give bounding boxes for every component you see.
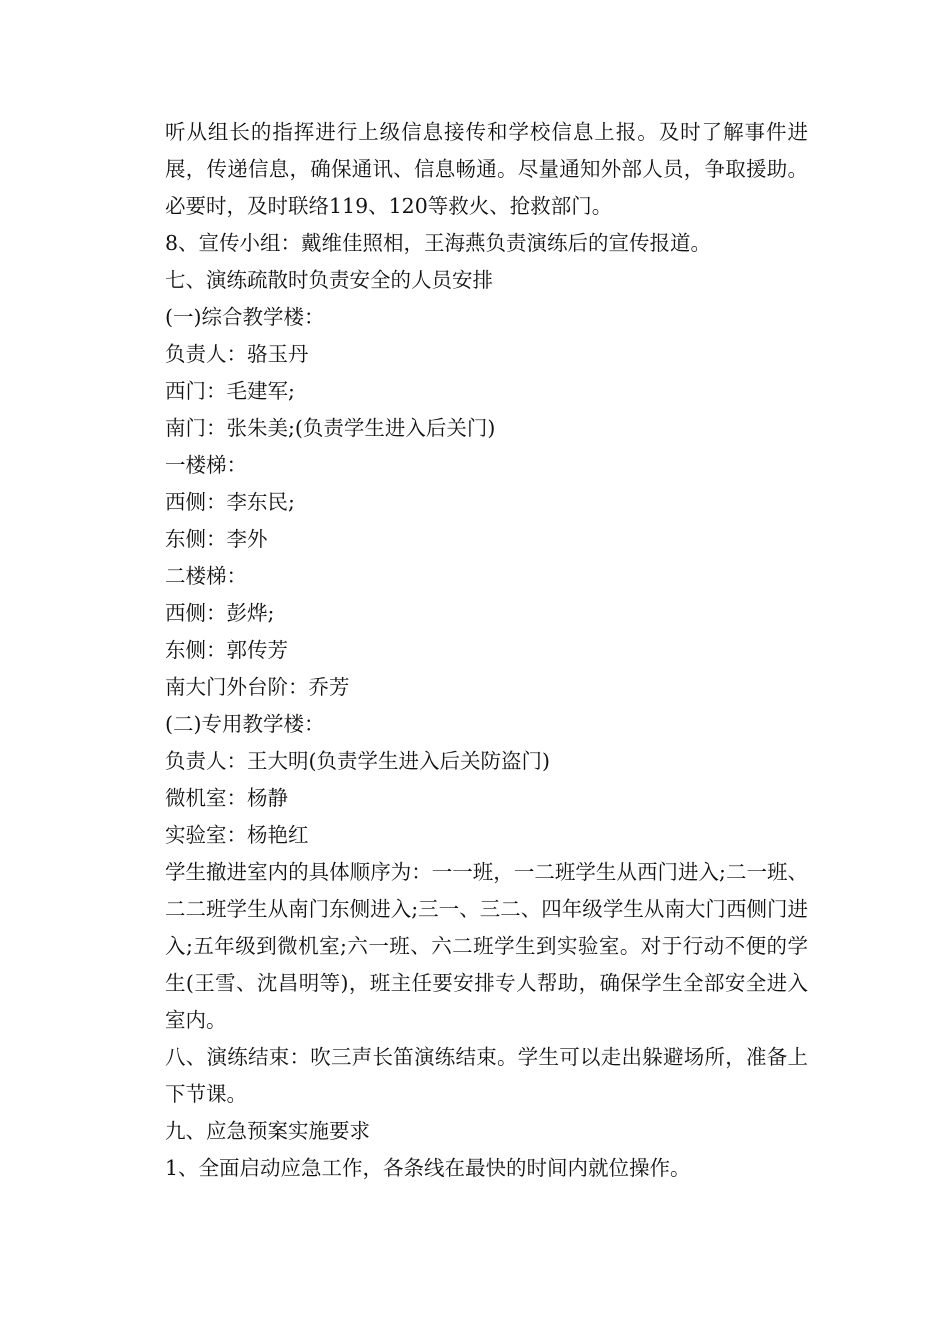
list-item: 西门：毛建军;	[165, 379, 295, 403]
list-item: 实验室：杨艳红	[165, 823, 309, 847]
list-item: 西侧：李东民;	[165, 490, 295, 514]
paragraph-publicity-group: 8、宣传小组：戴维佳照相，王海燕负责演练后的宣传报道。	[165, 231, 712, 255]
section-heading-safety-staff: 七、演练疏散时负责安全的人员安排	[165, 268, 493, 292]
list-item: 负责人：骆玉丹	[165, 342, 309, 366]
paragraph-drill-end: 八、演练结束：吹三声长笛演练结束。学生可以走出躲避场所，准备上下节课。	[165, 1045, 808, 1106]
section-heading-emergency-requirements: 九、应急预案实施要求	[165, 1119, 370, 1143]
document-body	[144, 114, 808, 1187]
paragraph-evacuation-order: 学生撤进室内的具体顺序为：一一班，一二班学生从西门进入;二一班、二二班学生从南门东侧进入;三一、三二、四年级学生从南大门西侧门进入;五年级到微机室;六一班、六二班学生到实验室。对于行动不便的学生(王雪、沈昌明等)，班主任要安排专人帮助，确保学生全部安全进入室内。	[165, 860, 808, 1032]
list-item: 负责人：王大明(负责学生进入后关防盗门)	[165, 749, 550, 773]
subheading-main-building: (一)综合教学楼：	[165, 305, 325, 329]
paragraph-requirement-1: 1、全面启动应急工作，各条线在最快的时间内就位操作。	[165, 1156, 691, 1180]
list-item: 南门：张朱美;(负责学生进入后关门)	[165, 416, 496, 440]
list-item: 东侧：郭传芳	[165, 638, 288, 662]
list-item: 微机室：杨静	[165, 786, 288, 810]
list-item: 西侧：彭烨;	[165, 601, 275, 625]
list-item: 南大门外台阶：乔芳	[165, 675, 350, 699]
list-item: 东侧：李外	[165, 527, 268, 551]
list-item: 一楼梯：	[165, 453, 247, 477]
subheading-special-building: (二)专用教学楼：	[165, 712, 325, 736]
list-item: 二楼梯：	[165, 564, 247, 588]
paragraph-communication-duty: 听从组长的指挥进行上级信息接传和学校信息上报。及时了解事件进展，传递信息，确保通讯、信息畅通。尽量通知外部人员，争取援助。必要时，及时联络119、120等救火、抢救部门。	[165, 120, 808, 218]
